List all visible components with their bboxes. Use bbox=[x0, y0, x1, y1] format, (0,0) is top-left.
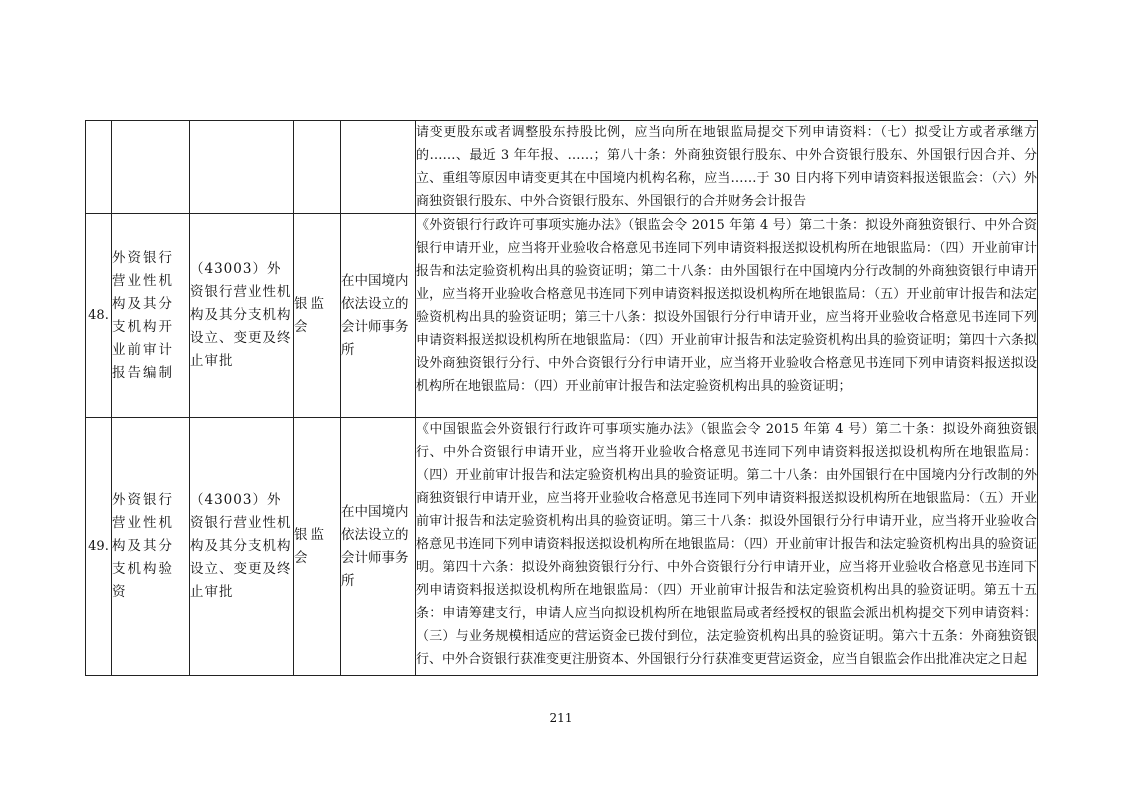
row-number: 49. bbox=[86, 418, 112, 676]
department: 银监会 bbox=[294, 418, 341, 676]
legal-basis: 《外资银行行政许可事项实施办法》（银监会令 2015 年第 4 号）第二十条：拟设外商独资银行、中外合资银行申请开业，应当将开业验收合格意见书连同下列申请资料报送拟设机构所在地银监局：（四）开业前审计报告和法定验资机构出具的验资证明；第二十八条：由外国银行在中国境内分行改制的外商独资银行申请开业，应当将开业验收合格意见书连同下列申请资料报送拟设机构所在地银监局：（五）开业前审计报告和法定验资机构出具的验资证明；第三十八条：拟设外国银行分行申请开业，应当将开业验收合格意见书连同下列申请资料报送拟设机构所在地银监局：（四）开业前审计报告和法定验资机构出具的验资证明；第四十六条拟设外商独资银行分行、中外合资银行分行申请开业，应当将开业验收合格意见书连同下列申请资料报送拟设机构所在地银监局：（四）开业前审计报告和法定验资机构出具的验资证明； bbox=[416, 214, 1038, 418]
approval-item: （43003）外资银行营业性机构及其分支机构设立、变更及终止审批 bbox=[190, 418, 294, 676]
approval-item: （43003）外资银行营业性机构及其分支机构设立、变更及终止审批 bbox=[190, 214, 294, 418]
row-number bbox=[86, 121, 112, 214]
item-name: 外资银行营业性机构及其分支机构验资 bbox=[112, 418, 190, 676]
table-row bbox=[86, 418, 1038, 676]
service-org bbox=[341, 121, 416, 214]
department: 银监会 bbox=[294, 214, 341, 418]
item-name bbox=[112, 121, 190, 214]
table-row bbox=[86, 121, 1038, 214]
page-number: 211 bbox=[549, 711, 573, 725]
item-name: 外资银行营业性机构及其分支机构开业前审计报告编制 bbox=[112, 214, 190, 418]
legal-basis: 《中国银监会外资银行行政许可事项实施办法》（银监会令 2015 年第 4 号）第二十条：拟设外商独资银行、中外合资银行申请开业，应当将开业验收合格意见书连同下列申请资料报送拟设机构所在地银监局：（四）开业前审计报告和法定验资机构出具的验资证明。第二十八条：由外国银行在中国境内分行改制的外商独资银行申请开业，应当将开业验收合格意见书连同下列申请资料报送拟设机构所在地银监局：（五）开业前审计报告和法定验资机构出具的验资证明。第三十八条：拟设外国银行分行申请开业，应当将开业验收合格意见书连同下列申请资料报送拟设机构所在地银监局：（四）开业前审计报告和法定验资机构出具的验资证明。第四十六条：拟设外商独资银行分行、中外合资银行分行申请开业，应当将开业验收合格意见书连同下列申请资料报送拟设机构所在地银监局：（四）开业前审计报告和法定验资机构出具的验资证明。第五十五条：申请筹建支行，申请人应当向拟设机构所在地银监局或者经授权的银监会派出机构提交下列申请资料：（三）与业务规模相适应的营运资金已拨付到位，法定验资机构出具的验资证明。第六十五条：外商独资银行、中外合资银行获准变更注册资本、外国银行分行获准变更营运资金，应当自银监会作出批准决定之日起 bbox=[416, 418, 1038, 676]
table-row bbox=[86, 214, 1038, 418]
row-number: 48. bbox=[86, 214, 112, 418]
legal-basis: 请变更股东或者调整股东持股比例，应当向所在地银监局提交下列申请资料：（七）拟受让方或者承继方的……、最近 3 年年报、……；第八十条：外商独资银行股东、中外合资银行股东、外国银行因合并、分立、重组等原因申请变更其在中国境内机构名称，应当……于 30 日内将下列申请资料报送银监会：（六）外商独资银行股东、中外合资银行股东、外国银行的合并财务会计报告 bbox=[416, 121, 1038, 214]
service-org: 在中国境内依法设立的会计师事务所 bbox=[341, 418, 416, 676]
service-org: 在中国境内依法设立的会计师事务所 bbox=[341, 214, 416, 418]
approval-item bbox=[190, 121, 294, 214]
department bbox=[294, 121, 341, 214]
regulation-table bbox=[85, 120, 1038, 676]
